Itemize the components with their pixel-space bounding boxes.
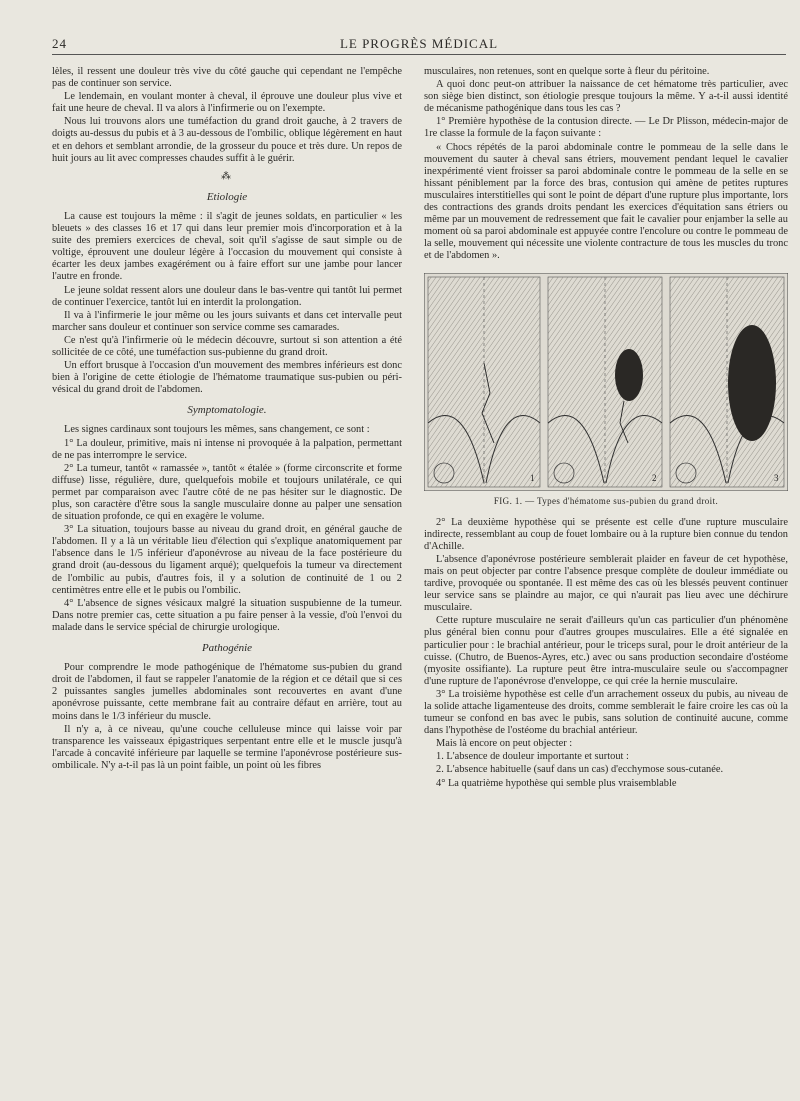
journal-title: LE PROGRÈS MÉDICAL xyxy=(339,36,499,51)
figure-illustration xyxy=(424,273,788,491)
right-column xyxy=(424,66,788,1093)
paragraph: 1° La douleur, primitive, mais ni intense ni provoquée à la palpation, permettant de ne pas interrompre le service. xyxy=(52,437,402,461)
left-column xyxy=(52,66,402,1093)
hematoma-large xyxy=(728,325,776,441)
figure-label-1: 1 xyxy=(530,472,535,483)
quotation: « Chocs répétés de la paroi abdominale contre le pommeau de la selle dans le mouvement du sauter à cheval sans étriers, mouvement pendant lequel le cavalier inexpérimenté vient froisser sa paroi abdominale contre le pommeau de la selle en se hissant péniblement par la force des bras, contusion qui amène de petites ruptures musculaires interstitielles qui sont le point de départ d'une rupture plus importante, lors des contractions des grands droits pendant les exercices d'équitation sans étriers ou même par un mouvement de redressement que fait le cavalier pour enjamber la selle au moment où sa paroi abdominale est appuyée contre l'encolure ou contre le pommeau de la selle, mouvement qui nécessite une violente contracture de tous les muscles du tronc et de l'abdomen ». xyxy=(424,141,788,262)
paragraph: Un effort brusque à l'occasion d'un mouvement des membres inférieurs est donc bien à l'origine de cette étiologie de l'hématome traumatique sus-pubien ou péri-vésical du grand droit de l'abdomen. xyxy=(52,360,402,396)
list-item: 2. L'absence habituelle (sauf dans un cas) d'ecchymose sous-cutanée. xyxy=(436,764,724,776)
paragraph: 1° Première hypothèse de la contusion directe. — Le Dr Plisson, médecin-major de 1re classe la formule de la façon suivante : xyxy=(424,116,788,140)
paragraph: Les signes cardinaux sont toujours les mêmes, sans changement, ce sont : xyxy=(64,424,370,436)
figure-panel-2 xyxy=(548,277,662,487)
section-separator: ⁂ xyxy=(221,170,233,182)
figure-caption: FIG. 1. — Types d'hématome sus-pubien du grand droit. xyxy=(493,495,719,506)
section-heading-pathogenie: Pathogénie xyxy=(201,642,253,655)
paragraph: Il n'y a, à ce niveau, qu'une couche celluleuse mince qui laisse voir par transparence les vaisseaux épigastriques serpentant entre elle et le muscle jusqu'à l'arcade à concavité inférieure par laquelle se termine l'aponévrose postérieure sus-ombilicale. N'y a-t-il pas là un point faible, un point où les fibres xyxy=(52,723,402,771)
paragraph: A quoi donc peut-on attribuer la naissance de cet hématome très particulier, avec son siège bien distinct, son étiologie presque toujours la même. Y a-t-il aussi identité de mécanisme pathogénique dans tous les cas ? xyxy=(424,79,788,115)
paragraph: musculaires, non retenues, sont en quelque sorte à fleur du péritoine. xyxy=(424,66,710,77)
paragraph: 3° La situation, toujours basse au niveau du grand droit, en général gauche de l'abdomen. Il y a là un véritable lieu d'élection qui s'explique anatomiquement par l'absence dans le 1/5 inférieur d'aponévrose au niveau de la face postérieure du grand droit (au-dessous du ligament arqué); quelquefois la tumeur va directement de l'ombilic au pubis, d'autres fois, il y a solution de continuité de 1 ou 2 centimètres entre elle et le pubis ou l'ombilic. xyxy=(52,524,402,596)
paragraph: Le jeune soldat ressent alors une douleur dans le bas-ventre qui tantôt lui permet de continuer l'exercice, tantôt lui en interdit la prolongation. xyxy=(52,284,402,308)
paragraph: Cette rupture musculaire ne serait d'ailleurs qu'un cas particulier d'un phénomène plus général bien connu pour d'autres groupes musculaires. Elle a été signalée en particulier pour : le brachial antérieur, pour le triceps sural, pour le droit antérieur de la cuisse. (Chutro, de Buenos-Ayres, etc.) avec ou sans production secondaire d'ostéome (myosite ossifiante). La rupture peut être intra-musculaire seule ou s'accompagner d'une rupture de l'aponévrose d'enveloppe, ce qui crée la hernie musculaire. xyxy=(424,615,788,687)
paragraph: Pour comprendre le mode pathogénique de l'hématome sus-pubien du grand droit de l'abdomen, il faut se rappeler l'anatomie de la région et ce détail que si ces 2 puissantes sangles jumelles abdominales sont recouvertes en avant d'une aponévrose puissante, cette membrane fait au contraire défaut en arrière, tout au moins dans le 1/3 inférieur du muscle. xyxy=(52,662,402,722)
paragraph: 4° La quatrième hypothèse qui semble plus vraisemblable xyxy=(436,777,677,789)
section-heading-etiologie: Etiologie xyxy=(206,190,248,203)
anatomical-figure xyxy=(424,273,788,491)
running-head xyxy=(52,36,786,55)
paragraph: Ce n'est qu'à l'infirmerie où le médecin découvre, surtout si son attention a été sollicitée de ce côté, une tuméfaction sus-pubienne du grand droit. xyxy=(52,334,402,358)
paragraph: La cause est toujours la même : il s'agit de jeunes soldats, en particulier « les bleuets » des classes 16 et 17 qui dans leur premier mois d'incorporation et à la suite des premiers exercices de cheval, soit qu'il s'agisse de saut simple ou de voltige, éprouvent une douleur légère à l'occasion du mouvement qui consiste à écarter les deux jambes exagérément ou à faire effort sur une jambe pour lancer l'autre en fronde. xyxy=(52,210,402,283)
figure-label-2: 2 xyxy=(652,472,657,483)
paragraph: Le lendemain, en voulant monter à cheval, il éprouve une douleur plus vive et fait une heure de cheval. Il va alors à l'infirmerie ou on l'exempte. xyxy=(52,91,402,115)
paragraph: 3° La troisième hypothèse est celle d'un arrachement osseux du pubis, au niveau de la solide attache ligamenteuse des droits, comme semblerait le faire croire les cas où la tumeur se confond en bas avec le pubis, sans solution de continuité aucune, comme dans l'hypothèse de l'ostéome du brachial antérieur. xyxy=(424,688,788,737)
paragraph: 2° La deuxième hypothèse qui se présente est celle d'une rupture musculaire indirecte, ressemblant au coup de fouet lombaire ou à la rupture bien connue du tendon d'Achille. xyxy=(424,516,788,552)
text-columns xyxy=(52,66,786,1093)
list-item: 1. L'absence de douleur importante et surtout : xyxy=(436,751,629,763)
page-number: 24 xyxy=(52,36,67,51)
paragraph: Il va à l'infirmerie le jour même ou les jours suivants et dans cet intervalle peut marcher sans douleur et continuer son service comme ses camarades. xyxy=(52,309,402,333)
section-heading-symptomatologie: Symptomatologie. xyxy=(187,404,267,417)
paragraph: Mais là encore on peut objecter : xyxy=(436,738,573,750)
figure-panel-1 xyxy=(428,277,540,487)
paragraph: L'absence d'aponévrose postérieure semblerait plaider en faveur de cet hypothèse, mais on peut objecter par contre l'absence presque complète de douleur immédiate ou tardive, provoquée ou spontanée. Il est même des cas où les blessés peuvent continuer leur service sans se plaindre au major, ce qui n'aurait pas lieu avec une déchirure musculaire. xyxy=(424,553,788,614)
figure-label-3: 3 xyxy=(774,472,779,483)
paragraph: 4° L'absence de signes vésicaux malgré la situation suspubienne de la tumeur. Dans notre premier cas, cette situation a pu faire penser à la vessie, d'où l'envoi du malade dans le service spécial de chirurgie urologique. xyxy=(52,597,402,633)
paragraph: Nous lui trouvons alors une tuméfaction du grand droit gauche, à 2 travers de doigts au-dessus du pubis et à 3 au-dessous de l'ombilic, oblique légèrement en haut et en dehors et semblant arrondie, de la grosseur du pouce et très dure. Un repos de huit jours au lit avec compresses chaudes suffit à le guérir. xyxy=(52,116,402,164)
hematoma-small xyxy=(615,349,643,401)
paragraph: lèles, il ressent une douleur très vive du côté gauche qui cependant ne l'empêche pas de continuer son service. xyxy=(52,66,402,90)
figure-panel-3 xyxy=(670,277,784,487)
paragraph: 2° La tumeur, tantôt « ramassée », tantôt « étalée » (forme circonscrite et forme diffuse) lisse, régulière, dure, quelquefois mobile et toujours unilatérale, ce qui permet par comparaison avec l'autre côté de ne pas hésiter sur le diagnostic. De plus, son caractère d'être sous la sangle musculaire donne au palper une sensation de situation profonde, ce qui en exagère le volume. xyxy=(52,462,402,523)
